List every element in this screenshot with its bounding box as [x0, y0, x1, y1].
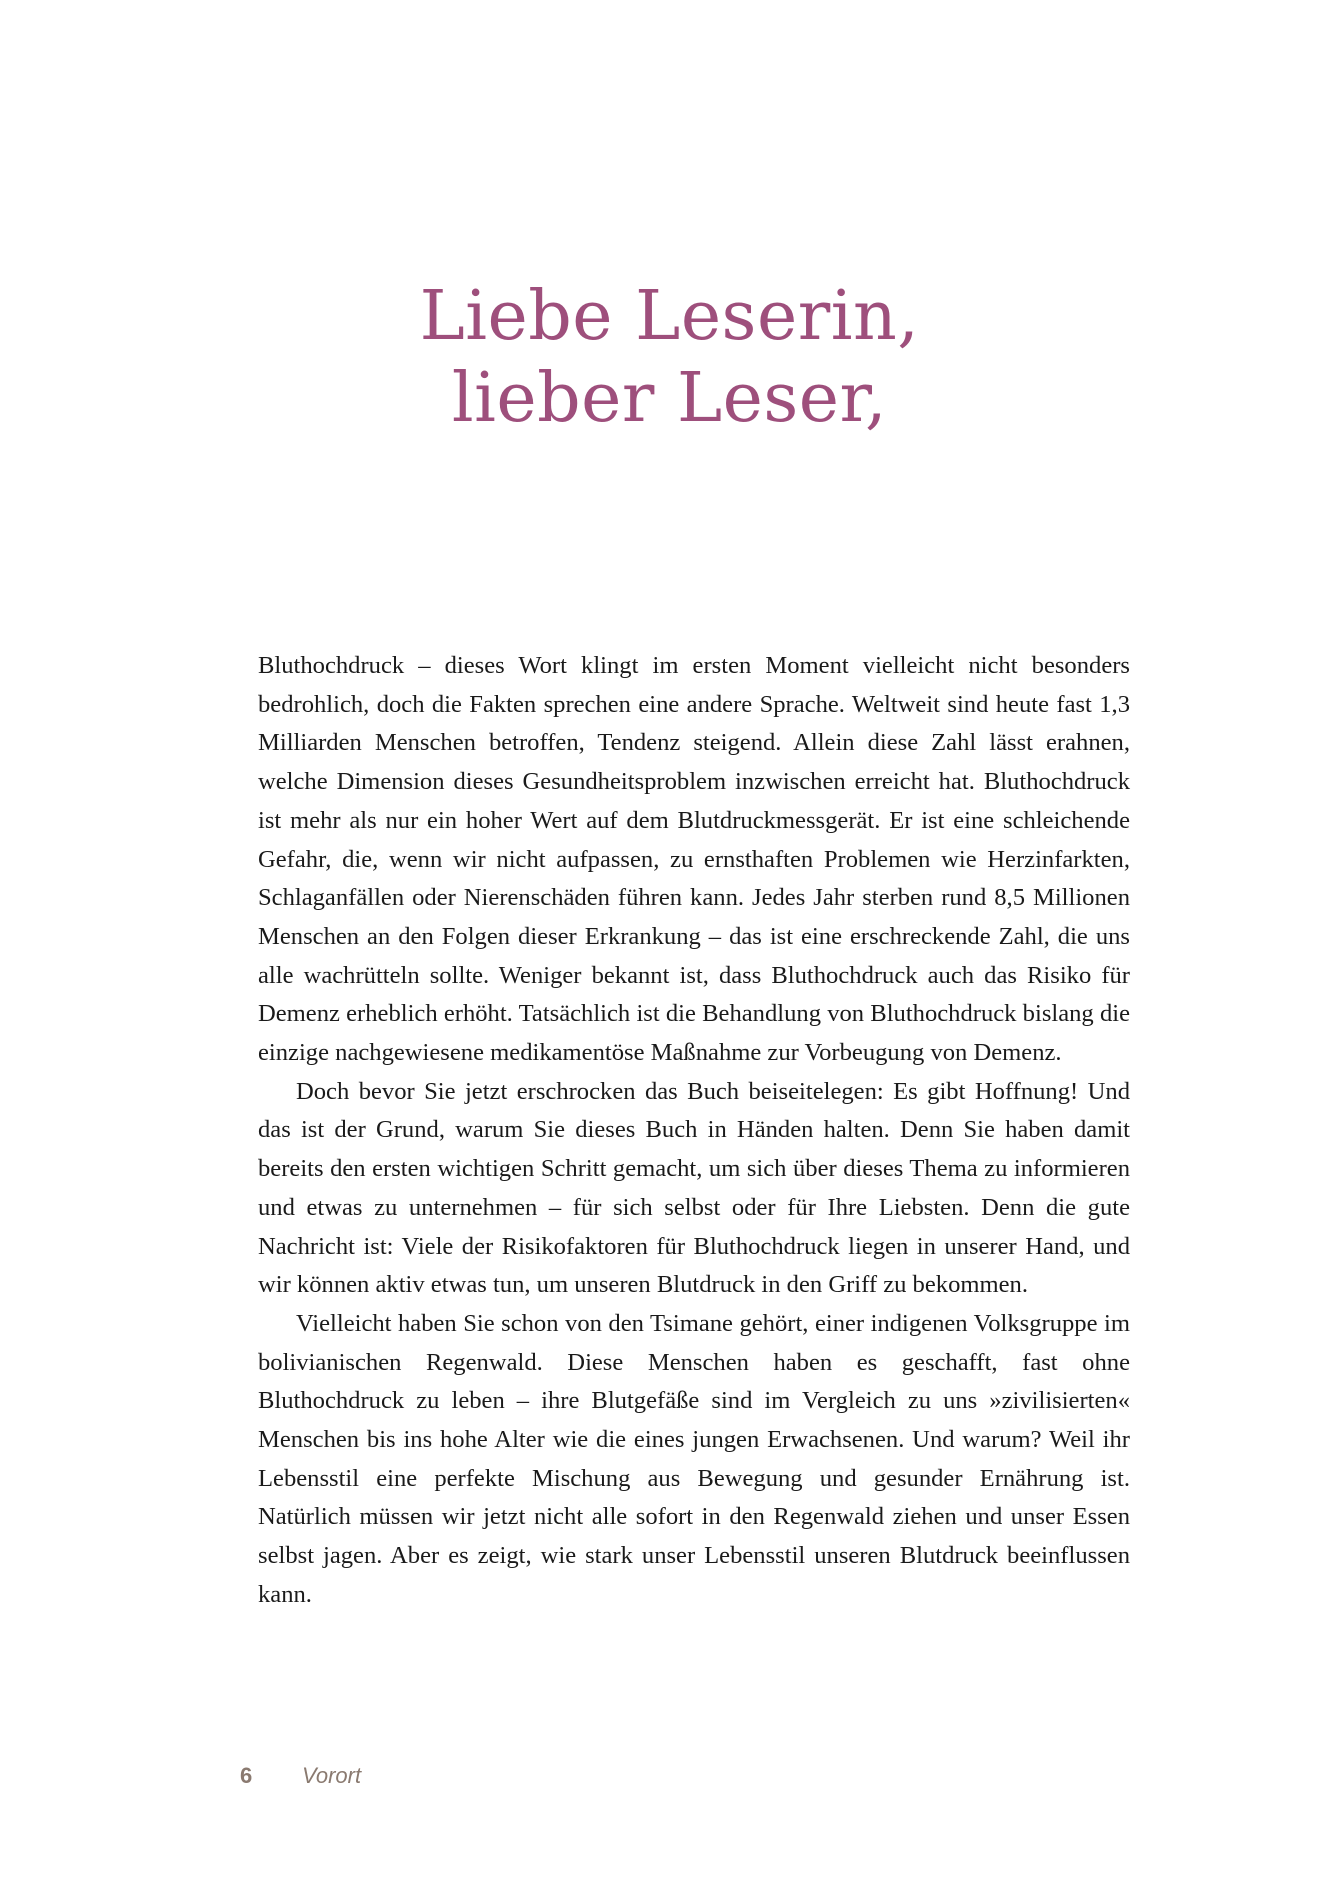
- paragraph-1: Bluthochdruck – dieses Wort klingt im ersten Moment vielleicht nicht besonders bedrohlich, doch die Fakten sprechen eine andere Sprache. Weltweit sind heute fast 1,3 Milliarden Menschen betroffen, Tendenz steigend. Allein diese Zahl lässt erahnen, welche Dimension dieses Gesundheitsproblem inzwischen erreicht hat. Bluthochdruck ist mehr als nur ein hoher Wert auf dem Blutdruckmessgerät. Er ist eine schleichende Gefahr, die, wenn wir nicht aufpassen, zu ernsthaften Problemen wie Herzinfarkten, Schlaganfällen oder Nierenschäden führen kann. Jedes Jahr sterben rund 8,5 Millionen Menschen an den Folgen dieser Erkrankung – das ist eine erschreckende Zahl, die uns alle wachrütteln sollte. Weniger bekannt ist, dass Bluthochdruck auch das Risiko für Demenz erheblich erhöht. Tatsächlich ist die Behandlung von Bluthochdruck bislang die einzige nachgewiesene medikamentöse Maßnahme zur Vorbeugung von Demenz.: [258, 652, 1130, 1067]
- section-name: Vorort: [302, 1763, 362, 1788]
- paragraph-3: Vielleicht haben Sie schon von den Tsimane gehört, einer indigenen Volksgruppe im bolivianischen Regenwald. Diese Menschen haben es geschafft, fast ohne Bluthochdruck zu leben – ihre Blutgefäße sind im Vergleich zu uns »zivilisierten« Menschen bis ins hohe Alter wie die eines jungen Erwachsenen. Und warum? Weil ihr Lebensstil eine perfekte Mischung aus Bewegung und gesunder Ernährung ist. Natürlich müssen wir jetzt nicht alle sofort in den Regenwald ziehen und unser Essen selbst jagen. Aber es zeigt, wie stark unser Lebensstil unseren Blutdruck beeinflussen kann.: [258, 1309, 1130, 1608]
- title-line-1: Liebe Leserin,: [419, 277, 920, 356]
- body-text: [258, 647, 1130, 1615]
- page-title: [0, 276, 1339, 440]
- page-footer: [240, 1762, 361, 1790]
- page-number: 6: [240, 1763, 253, 1788]
- paragraph-2: Doch bevor Sie jetzt erschrocken das Buch beiseitelegen: Es gibt Hoffnung! Und das ist der Grund, warum Sie dieses Buch in Händen halten. Denn Sie haben damit bereits den ersten wichtigen Schritt gemacht, um sich über dieses Thema zu informieren und etwas zu unternehmen – für sich selbst oder für Ihre Liebsten. Denn die gute Nachricht ist: Viele der Risikofaktoren für Bluthochdruck liegen in unserer Hand, und wir können aktiv etwas tun, um unseren Blutdruck in den Griff zu bekommen.: [258, 1077, 1130, 1299]
- title-line-2: lieber Leser,: [451, 359, 888, 438]
